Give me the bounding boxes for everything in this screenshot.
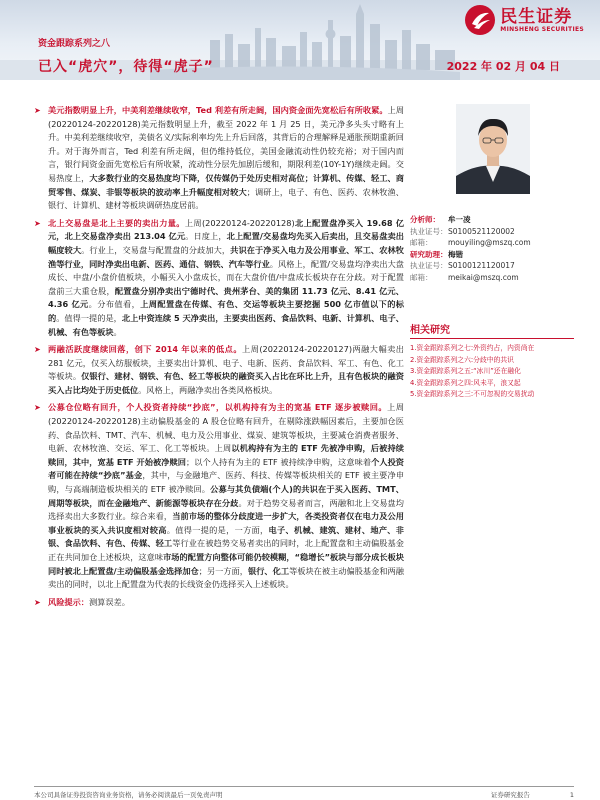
- paragraph-bold: 银行、化工: [248, 565, 290, 576]
- report-title: 已入“虎穴”，待得“虎子”: [38, 59, 214, 75]
- paragraph-margin-trading: [34, 343, 404, 397]
- paragraph-lead: 公募仓位略有回升，个人投资者持续“抄底”，以机构持有为主的宽基 ETF 逐步被赎回。: [48, 402, 388, 413]
- related-link[interactable]: 3.资金跟踪系列之五:“冰川”还在融化: [410, 367, 521, 376]
- paragraph-bold: 北上配置/交易盘均先买入后卖出，且交易盘卖出幅度较大: [48, 231, 404, 255]
- bullet-arrow-icon: ➤: [34, 403, 41, 413]
- footer-doc-type: 证券研究报告: [490, 791, 530, 799]
- report-date: 2022 年 02 月 04 日: [446, 60, 560, 73]
- series-label: 资金跟踪系列之八: [38, 39, 111, 49]
- paragraph-bold: 以机构持有为主的 ETF 先被净申购，后被持续赎回，其中，宽基 ETF 开始被净赎回: [48, 443, 404, 467]
- paragraph-text: ，其中，与金融地产、医药、科技、传媒等板块相关的 ETF 被主要净申购，与高端制造板块相关的 ETF 被净赎回。: [48, 470, 405, 495]
- email-label: 邮箱：: [410, 272, 433, 282]
- sidebar: [410, 100, 578, 401]
- related-link[interactable]: 2.资金跟踪系列之六:分歧中的共识: [410, 355, 514, 364]
- logo-english-name: MINSHENG SECURITIES: [500, 25, 584, 33]
- paragraph-northbound: [34, 217, 404, 339]
- paragraph-text: 测算误差。: [88, 596, 130, 607]
- bullet-arrow-icon: ➤: [34, 106, 41, 115]
- analyst-photo: [456, 104, 530, 194]
- paragraph-text: 。风格上，两融净卖出各类风格板块。: [138, 384, 278, 395]
- paragraph-text: 。值得一提的是，: [56, 312, 122, 323]
- paragraph-bold: 共识在于净买入电力及公用事业、军工、农林牧渔等行业，同时净卖出电新、医药、通信、钢铁、汽车等行业: [48, 244, 404, 269]
- assistant-label: 研究助理：: [410, 249, 448, 259]
- paragraph-text: 。风格上，配置/交易盘均净卖出大盘成长、中盘/小盘价值板块，小幅买入小盘成长，而在大盘价值/中盘成长板块存在分歧。对于配置盘前三大重仓股，: [48, 258, 404, 296]
- assistant-cert: S0100121120017: [448, 261, 515, 270]
- footer-disclaimer: 本公司具备证券投资咨询业务资格，请务必阅读最后一页免责声明: [34, 791, 223, 799]
- bullet-arrow-icon: ➤: [34, 218, 41, 228]
- paragraph-text: 。: [113, 326, 122, 337]
- paragraph-text: 。日度上，: [185, 231, 227, 242]
- paragraph-bold: 配置盘分别净卖出宁德时代、贵州茅台、美的集团 11.73 亿元、8.41 亿元、4.36 亿元: [48, 285, 404, 310]
- analyst-email[interactable]: mouyiling@mszq.com: [448, 238, 531, 247]
- paragraph-text: ；另一方面，: [198, 565, 249, 576]
- related-research-list: [410, 343, 578, 401]
- paragraph-text: 。行业上，交易盘与配置盘的分歧加大，: [81, 244, 231, 255]
- assistant-email[interactable]: meikai@mszq.com: [448, 272, 519, 282]
- header-banner: [0, 0, 600, 80]
- paragraph-bold: 电子、机械、建筑、建材、地产、非银、食品饮料、有色、传媒、轻工: [48, 524, 404, 549]
- minsheng-logo-icon: [464, 4, 496, 36]
- paragraph-text: 。分布值看，: [88, 299, 141, 310]
- analyst-label: 分析师：: [410, 215, 440, 224]
- paragraph-bold: 北上中资连续 5 天净卖出，主要卖出医药、食品饮料、电新、计算机、电子、机械、有色等板块: [48, 312, 404, 337]
- logo-chinese-name: 民生证券: [500, 6, 573, 27]
- paragraph-lead: 北上交易盘是北上主要的卖出力量。: [48, 217, 185, 228]
- bullet-arrow-icon: ➤: [34, 597, 41, 607]
- company-logo: [464, 4, 584, 36]
- related-research-title: 相关研究: [410, 321, 574, 339]
- analyst-cert: S0100521120002: [448, 226, 515, 236]
- report-body: [34, 104, 404, 613]
- paragraph-text: 上周(20220124-20220128)主动偏股基金的 A 股仓位略有回升，在剔除涨跌幅因素后，主要加仓医药、食品饮料、TMT、汽车、机械、电力及公用事业、煤炭、建筑等板块，主要减仓消费者服务、电新、农林牧渔、交运、军工、化工等板块。上周: [48, 402, 404, 454]
- cert-label: 执业证号：: [410, 226, 448, 236]
- paragraph-text: 上周(20220124-20220127)两融大幅卖出 281 亿元，仅买入纺服板块，主要卖出计算机、电子、电新、医药、食品饮料、军工、有色、化工等板块。: [48, 344, 404, 382]
- email-label: 邮箱：: [410, 238, 433, 247]
- paragraph-lead: 风险提示：: [48, 596, 89, 607]
- paragraph-text: 等板块在被主动偏股基金和两融卖出的同时，以北上配置盘为代表的长线资金仍选择买入上述板块。: [48, 565, 404, 590]
- cert-label: 执业证号：: [410, 261, 448, 270]
- paragraph-text: 上周(20220124-20220128)美元指数明显上升，截至 2022 年 1 月 25 日，美元净多头头寸略有上升。中美利差继续收窄，美债名义/实际利率均先上升后回落，其背后的合理解释是通胀预期重新回升。对于海外而言，Ted 利差有所走阔，但仍维持低位，美国金融流动性仍较充裕；对于国内而言，银行间资金面先宽松后有所收紧，流动性分层先加剧后缓和，期限利差(10Y-1Y)继续走阔。交易热度上，: [48, 105, 404, 183]
- paragraph-text: 上周(20220124-20220128): [184, 217, 295, 228]
- paragraph-risk: [34, 596, 404, 610]
- related-link[interactable]: 4.资金跟踪系列之四:风未平，浪又起: [410, 378, 521, 387]
- paragraph-bold: 个人投资者可能在持续“抄底”基金: [48, 456, 404, 481]
- page-number: 1: [569, 791, 574, 799]
- bullet-arrow-icon: ➤: [34, 345, 41, 355]
- paragraph-bold: 北上配置盘净买入 19.68 亿元，北上交易盘净卖出 213.04 亿元: [48, 217, 404, 242]
- page-footer: [34, 786, 574, 799]
- paragraph-bold: 上周配置盘在传媒、有色、交运等板块主要挖掘 500 亿市值以下的标的: [48, 299, 404, 323]
- related-link[interactable]: 5.资金跟踪系列之三:不可忽视的交易扰动: [410, 390, 535, 399]
- paragraph-text: ；调研上，电子、有色、医药、农林牧渔、银行、计算机、建材等板块调研热度居前。: [48, 186, 404, 211]
- paragraph-text: ；以个人持有为主的 ETF 被持续净申购，这意味着: [186, 456, 372, 467]
- paragraph-funds: [34, 401, 404, 591]
- analyst-info: [410, 214, 578, 283]
- paragraph-lead: 美元指数明显上升，中美利差继续收窄，Ted 利差有所走阔，国内资金面先宽松后有所收紧。: [48, 105, 388, 115]
- paragraph-bold: 公募与其负债端(个人)的共识在于买入医药、TMT、周期等板块，而在金融地产、新能源等板块存在分歧: [48, 484, 404, 508]
- paragraph-bold: 仅银行、建材、钢铁、有色、轻工等板块的融资买入占比在环比上升，且有色板块的融资买入占比均处于历史低位: [48, 371, 404, 395]
- paragraph-text: 等行业在被趋势交易者卖出的同时，北上配置盘和主动偏股基金正在共同加仓上述板块，这意味: [48, 538, 404, 562]
- paragraph-bold: 当前市场的整体分歧度进一步扩大，各类投资者仅在电力及公用事业板块的买入共识度相对较高: [48, 511, 404, 535]
- analyst-name: 牟一凌: [448, 215, 471, 224]
- related-link[interactable]: 1.资金跟踪系列之七:外资约占，内资尚在: [410, 344, 535, 352]
- paragraph-bold: 市场的配置方向整体可能仍较模糊，“稳增长”板块与部分成长板块同时被北上配置盘/主动偏股基金选择加仓: [48, 552, 404, 576]
- paragraph-text: 。对于趋势交易者而言，两融和北上交易盘均选择卖出大多数行业。综合来看，: [48, 497, 404, 522]
- paragraph-liquidity: [34, 104, 404, 213]
- paragraph-text: 。值得一提的是，一方面，: [166, 524, 269, 535]
- related-research: [410, 321, 578, 401]
- assistant-name: 梅锴: [448, 249, 463, 259]
- paragraph-lead: 两融活跃度继续回落，创下 2014 年以来的低点。: [48, 344, 242, 355]
- paragraph-bold: 大多数行业的交易热度均下降，仅传媒仍于处历史相对高位；计算机、传媒、轻工、商贸零售、煤炭、非银等板块的波动率上升幅度相对较大: [48, 172, 404, 197]
